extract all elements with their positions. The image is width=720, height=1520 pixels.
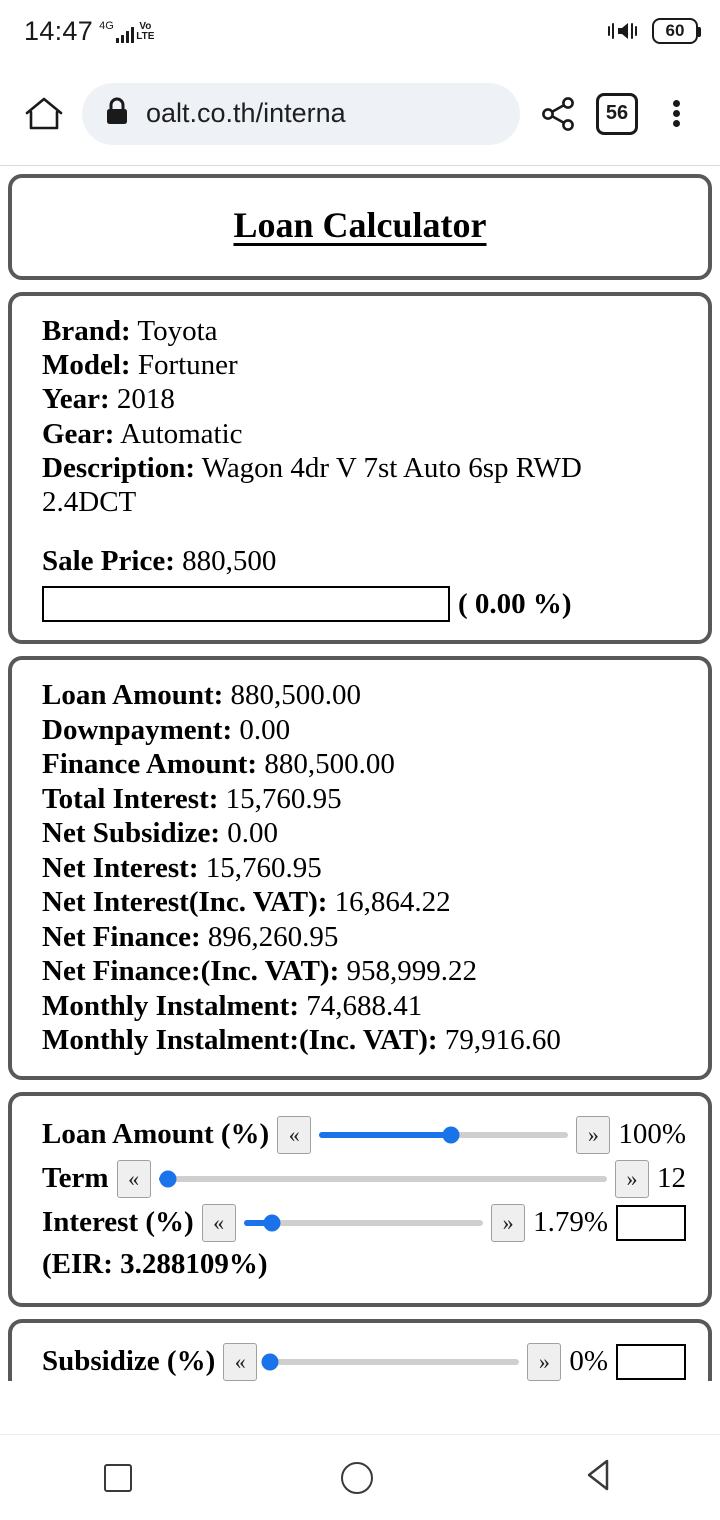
title-card — [8, 174, 712, 280]
result-value: 896,260.95 — [207, 920, 339, 953]
subsidize-value: 0% — [569, 1345, 608, 1378]
term-slider-label: Term — [42, 1162, 109, 1195]
page-title: Loan Calculator — [233, 205, 487, 245]
home-icon[interactable] — [20, 90, 68, 138]
term-slider-track[interactable] — [159, 1176, 607, 1182]
result-value: 15,760.95 — [205, 851, 322, 884]
lock-icon — [104, 96, 130, 131]
result-row — [42, 851, 678, 886]
vehicle-details-card — [8, 292, 712, 644]
loan-amount-slider-track[interactable] — [319, 1132, 568, 1138]
loan-amount-slider-label: Loan Amount (%) — [42, 1118, 270, 1151]
term-decrease-button[interactable]: « — [117, 1160, 151, 1198]
volte-icon: Vo LTE — [136, 20, 155, 42]
result-row — [42, 885, 678, 920]
interest-slider-label: Interest (%) — [42, 1206, 194, 1239]
gear-label: Gear: — [42, 417, 115, 450]
term-increase-button[interactable]: » — [615, 1160, 649, 1198]
term-slider-row — [42, 1160, 686, 1198]
downpayment-row — [42, 586, 678, 622]
tab-count-button[interactable]: 56 — [596, 93, 638, 135]
result-row — [42, 678, 678, 713]
status-bar-left — [24, 15, 155, 46]
result-value: 15,760.95 — [225, 782, 342, 815]
url-bar[interactable] — [82, 83, 520, 145]
result-row — [42, 920, 678, 955]
brand-label: Brand: — [42, 315, 131, 347]
subsidize-slider-track[interactable] — [265, 1359, 519, 1365]
model-value: Fortuner — [137, 349, 238, 382]
vibrate-mode-icon — [606, 18, 640, 44]
subsidize-decrease-button[interactable]: « — [223, 1343, 257, 1381]
brand-row — [42, 314, 678, 348]
result-value: 880,500.00 — [264, 748, 395, 781]
android-nav-bar — [0, 1434, 720, 1520]
result-row — [42, 954, 678, 989]
description-label: Description: — [42, 451, 196, 484]
result-value: 880,500.00 — [230, 679, 362, 712]
battery-indicator: 60 — [652, 18, 698, 44]
subsidize-increase-button[interactable]: » — [527, 1343, 561, 1381]
result-label: Monthly Instalment: — [42, 989, 299, 1022]
interest-increase-button[interactable]: » — [491, 1204, 525, 1242]
status-bar-right — [606, 18, 698, 44]
adjustments-card — [8, 1092, 712, 1307]
network-type-label: 4G — [99, 19, 114, 32]
gear-value: Automatic — [120, 417, 243, 450]
description-row — [42, 451, 678, 519]
downpayment-percent: ( 0.00 %) — [458, 587, 572, 620]
sale-price-value: 880,500 — [182, 545, 277, 578]
interest-input[interactable] — [616, 1205, 686, 1241]
sale-price-label: Sale Price: — [42, 545, 175, 578]
signal-bars-icon — [116, 26, 135, 43]
subsidize-card — [8, 1319, 712, 1381]
result-label: Total Interest: — [42, 782, 219, 815]
interest-slider-row — [42, 1204, 686, 1242]
result-value: 79,916.60 — [444, 1024, 561, 1057]
downpayment-input[interactable] — [42, 586, 450, 622]
result-label: Finance Amount: — [42, 748, 258, 781]
term-value: 12 — [657, 1162, 686, 1195]
loan-amount-value: 100% — [618, 1118, 686, 1151]
eir-label: (EIR: 3.288109%) — [42, 1247, 268, 1280]
back-button-icon[interactable] — [582, 1457, 616, 1498]
status-bar — [0, 0, 720, 62]
result-label: Monthly Instalment:(Inc. VAT): — [42, 1024, 438, 1057]
loan-amount-increase-button[interactable]: » — [576, 1116, 610, 1154]
year-row — [42, 382, 678, 416]
result-row — [42, 816, 678, 851]
model-label: Model: — [42, 349, 131, 382]
results-card — [8, 656, 712, 1080]
description-value: Wagon 4dr V 7st Auto 6sp RWD 2.4DCT — [42, 451, 582, 519]
result-value: 74,688.41 — [306, 989, 423, 1022]
result-row — [42, 782, 678, 817]
brand-value: Toyota — [137, 315, 218, 347]
signal-indicator — [99, 21, 154, 45]
interest-value: 1.79% — [533, 1206, 608, 1239]
result-value: 0.00 — [227, 817, 279, 850]
interest-slider-track[interactable] — [244, 1220, 483, 1226]
url-text: oalt.co.th/interna — [146, 98, 346, 128]
result-value: 958,999.22 — [346, 955, 477, 988]
result-label: Loan Amount: — [42, 679, 224, 712]
share-icon[interactable] — [534, 90, 582, 138]
overflow-menu-icon[interactable] — [652, 90, 700, 138]
result-label: Net Finance:(Inc. VAT): — [42, 955, 340, 988]
result-label: Net Subsidize: — [42, 817, 221, 850]
sale-price-row — [42, 545, 678, 578]
model-row — [42, 348, 678, 382]
status-time: 14:47 — [24, 15, 94, 46]
result-label: Net Finance: — [42, 920, 201, 953]
result-value: 16,864.22 — [334, 886, 451, 919]
year-value: 2018 — [116, 383, 175, 416]
subsidize-slider-row — [42, 1343, 686, 1381]
subsidize-slider-label: Subsidize (%) — [42, 1345, 216, 1378]
result-label: Downpayment: — [42, 713, 233, 746]
result-row — [42, 747, 678, 782]
browser-toolbar — [0, 62, 720, 166]
loan-amount-slider-row — [42, 1116, 686, 1154]
interest-decrease-button[interactable]: « — [202, 1204, 236, 1242]
result-row — [42, 989, 678, 1024]
result-row — [42, 1023, 678, 1058]
home-button-icon[interactable] — [341, 1462, 373, 1494]
recents-button-icon[interactable] — [104, 1464, 132, 1492]
loan-amount-decrease-button[interactable]: « — [277, 1116, 311, 1154]
webpage-content — [0, 166, 720, 1434]
result-label: Net Interest(Inc. VAT): — [42, 886, 328, 919]
subsidize-input[interactable] — [616, 1344, 686, 1380]
result-label: Net Interest: — [42, 851, 199, 884]
year-label: Year: — [42, 383, 110, 416]
result-value: 0.00 — [239, 713, 291, 746]
gear-row — [42, 417, 678, 451]
result-row — [42, 713, 678, 748]
